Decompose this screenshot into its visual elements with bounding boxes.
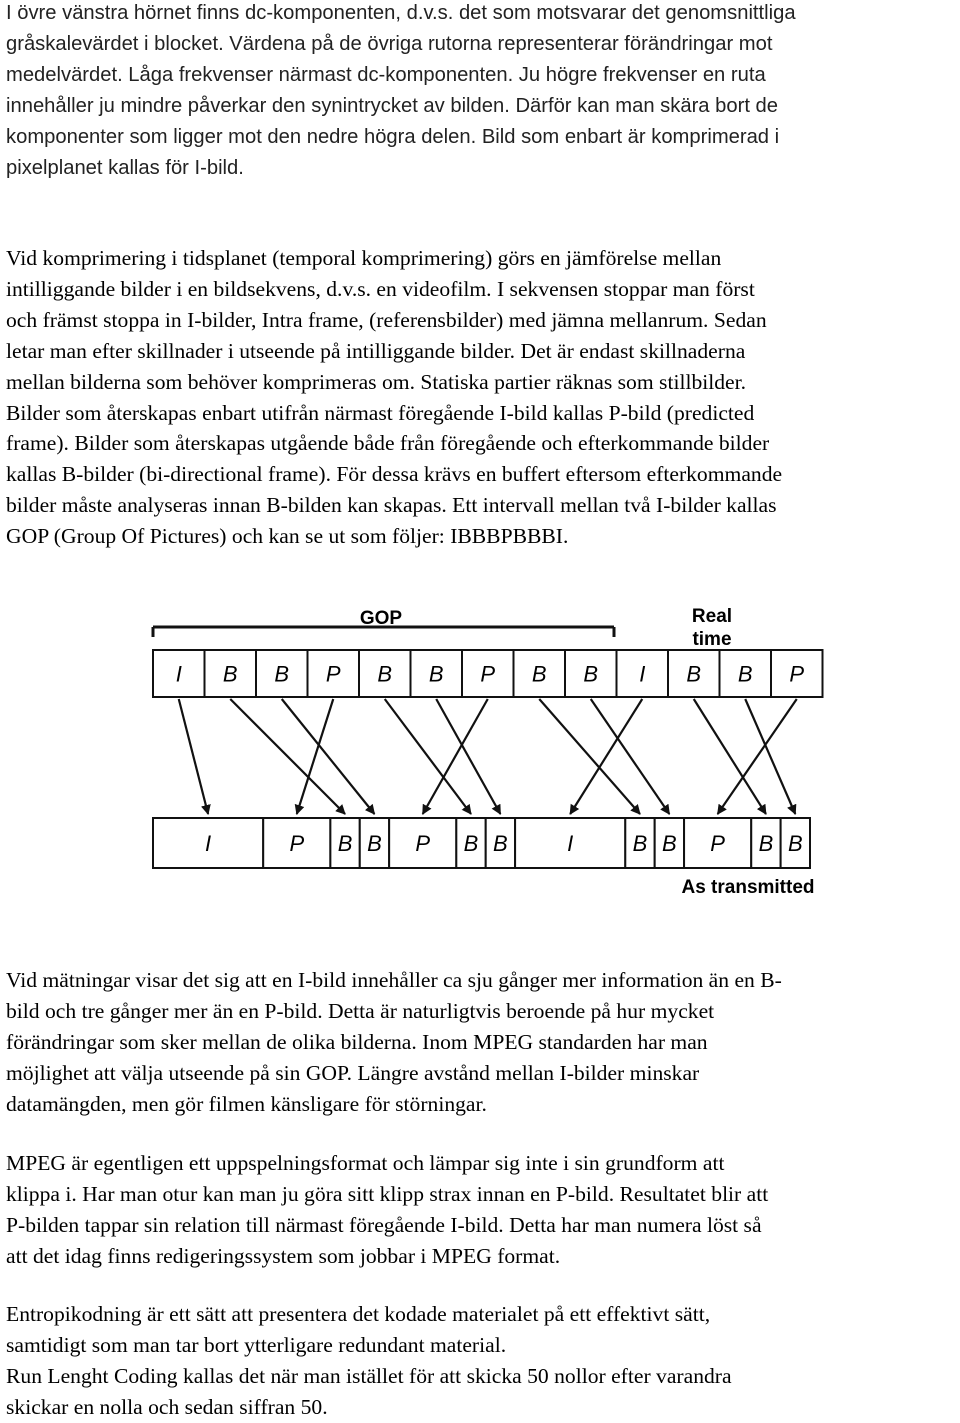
gop-diagram bbox=[0, 590, 960, 910]
temporal-compression-paragraph: Vid komprimering i tidsplanet (temporal komprimering) görs en jämförelse mellan intilliggande bilder i en bildsekvens, d.v.s. en videofilm. I sekvensen stoppar man först och främst stoppa in I-bilder, Intra frame, (referensbilder) med jämna mellanrum. Sedan letar man efter skillnader i utseende på intilliggande bilder. Det är endast skillnaderna mellan bilderna som behöver komprimeras om. Statiska partier räknas som stillbilder. Bilder som återskapas enbart utifrån närmast föregående I-bild kallas P-bild (predicted frame). Bilder som återskapas utgående både från föregående och efterkommande bilder kallas B-bilder (bi-directional frame). För dessa krävs en buffert eftersom efterkommande bilder måste analyseras innan B-bilden kan skapas. Ett intervall mellan två I-bilder kallas GOP (Group Of Pictures) och kan se ut som följer: IBBBPBBBI. bbox=[6, 246, 783, 549]
transmitted-frame-label: B bbox=[632, 831, 648, 856]
transmitted-frame-label: B bbox=[662, 831, 677, 856]
real-time-frame-label: P bbox=[789, 661, 805, 687]
real-time-frame-label: B bbox=[222, 661, 238, 687]
transmitted-frame-label: P bbox=[415, 831, 431, 856]
real-time-frame-label: P bbox=[325, 661, 341, 687]
entropy-coding-paragraph: Entropikodning är ett sätt att presentera det kodade materialet på ett effektivt sätt, samtidigt som man tar bort ytterligare redundant material. Run Lenght Coding kallas det när man istället för att skicka 50 nollor efter varandra skickar en nolla och sedan siffran 50. bbox=[6, 1302, 732, 1419]
transmitted-frame-label: B bbox=[493, 831, 508, 856]
frame-size-paragraph: Vid mätningar visar det sig att en I-bild innehåller ca sju gånger mer information än en B- bild och tre gånger mer än en P-bild. Detta är naturligtvis beroende på hur mycket förändringar som sker mellan de olika bilderna. Inom MPEG standarden har man möjlighet att välja utseende på sin GOP. Längre avstånd mellan I-bilder minskar datamängden, men gör filmen känsligare för störningar. bbox=[6, 968, 782, 1116]
frame-reorder-arrows bbox=[179, 699, 797, 814]
real-time-frame-row bbox=[153, 650, 823, 697]
reorder-arrow bbox=[745, 699, 795, 814]
reorder-arrow bbox=[539, 699, 640, 814]
real-time-label-line: Real bbox=[691, 606, 733, 627]
transmitted-frame-label: P bbox=[710, 831, 725, 856]
transmitted-frame-label: B bbox=[787, 831, 803, 856]
reorder-arrow bbox=[570, 699, 642, 814]
real-time-frame-label: B bbox=[583, 661, 599, 687]
real-time-label-line: time bbox=[692, 629, 732, 650]
transmitted-frame-label: B bbox=[337, 831, 353, 856]
real-time-frame-label: I bbox=[175, 661, 182, 687]
real-time-frame-label: B bbox=[686, 661, 702, 687]
gop-label: GOP bbox=[359, 608, 403, 629]
real-time-frame-label: I bbox=[639, 661, 646, 687]
transmitted-frame-label: B bbox=[758, 831, 774, 856]
transmitted-frame-label: P bbox=[289, 831, 305, 856]
mpeg-editing-paragraph: MPEG är egentligen ett uppspelningsformat och lämpar sig inte i sin grundform att klippa i. Har man otur kan man ju göra sitt klipp strax innan en P-bild. Resultatet blir att P-bilden tappar sin relation till närmast föregående I-bild. Detta har man numera löst så att det idag finns redigeringssystem som jobbar i MPEG format. bbox=[6, 1151, 769, 1268]
transmitted-frame-row bbox=[153, 818, 810, 868]
real-time-label bbox=[692, 606, 732, 650]
real-time-frame-label: B bbox=[377, 661, 393, 687]
reorder-arrow bbox=[591, 699, 670, 814]
transmitted-frame-label: I bbox=[205, 831, 212, 856]
intro-paragraph-dc-component: I övre vänstra hörnet finns dc-komponenten, d.v.s. det som motsvarar det genomsnittliga gråskalevärdet i blocket. Värdena på de övriga rutorna representerar förändringar mot medelvärdet. Låga frekvenser närmast dc-komponenten. Ju högre frekvenser en ruta innehåller ju mindre påverkar den synintrycket av bilden. Därför kan man skära bort de komponenter som ligger mot den nedre högra delen. Bild som enbart är komprimerad i pixelplanet kallas för I-bild. bbox=[6, 2, 796, 179]
transmitted-frame-label: I bbox=[567, 831, 574, 856]
reorder-arrow bbox=[385, 699, 471, 814]
as-transmitted-label: As transmitted bbox=[681, 877, 815, 898]
reorder-arrow bbox=[423, 699, 488, 814]
real-time-frame-label: B bbox=[531, 661, 547, 687]
real-time-frame-label: B bbox=[428, 661, 444, 687]
transmitted-frame-label: B bbox=[463, 831, 479, 856]
real-time-frame-label: P bbox=[480, 661, 496, 687]
real-time-frame-label: B bbox=[737, 661, 753, 687]
reorder-arrow bbox=[436, 699, 500, 814]
real-time-frame-label: B bbox=[274, 661, 290, 687]
transmitted-frame-label: B bbox=[367, 831, 382, 856]
reorder-arrow bbox=[179, 699, 208, 814]
